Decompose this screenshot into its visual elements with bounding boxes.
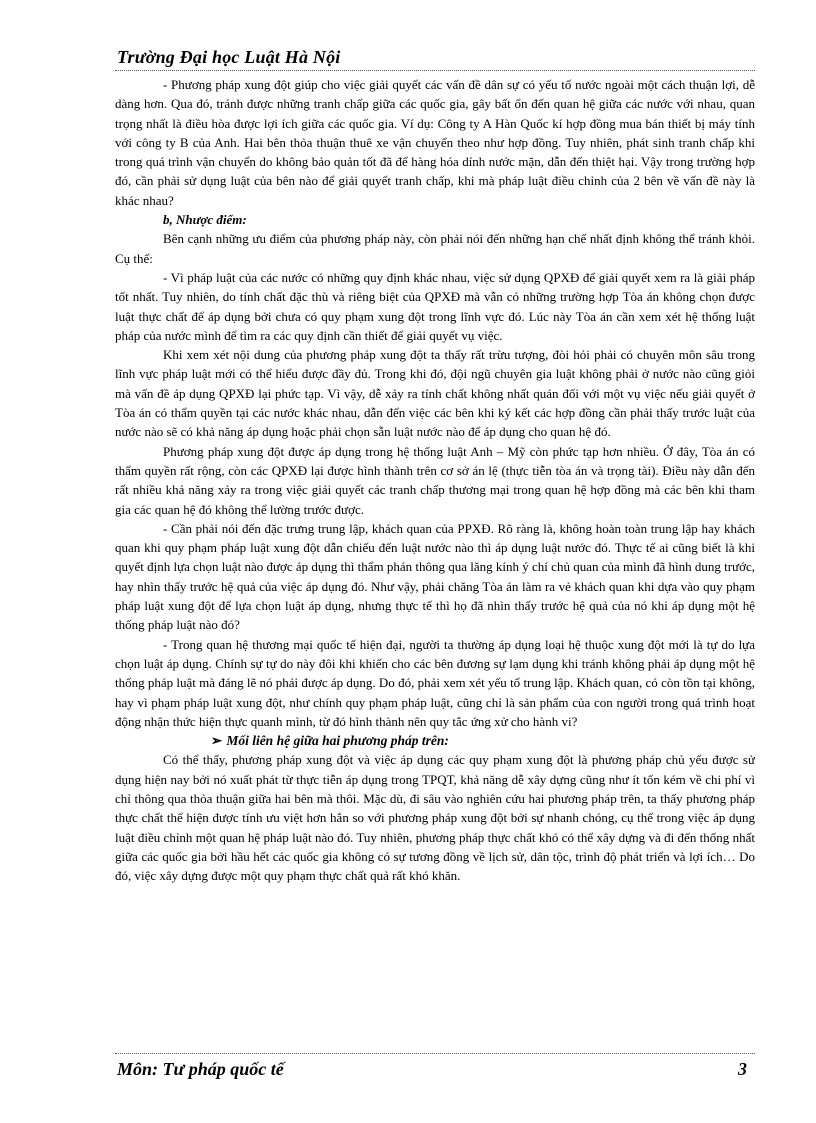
paragraph: - Trong quan hệ thương mại quốc tế hiện đại, người ta thường áp dụng loại hệ thuộc xung đột mới là tự do lựa chọn luật áp dụng. Chính sự tự do này đôi khi khiến cho các bên đương sự lạm dụng khi tránh không phải áp dụng một hệ thống pháp luật mà đáng lẽ nó phải được áp dụng. Do đó, phải xem xét yếu tố trung lập. Khách quan, có còn tồn tại không, hay vì phạm pháp luật xung đột, như chính quy phạm pháp luật, cũng chỉ là sản phẩm của con người trong quá trình hoạt động nhận thức hiện thực quanh mình, từ đó hình thành nên quy tắc ứng xử cho hành vi?	[115, 636, 755, 729]
arrow-bullet-icon: ➢	[211, 733, 223, 749]
paragraph: Khi xem xét nội dung của phương pháp xung đột ta thấy rất trừu tượng, đòi hỏi phải có chuyên môn sâu trong lĩnh vực pháp luật mới có thể hiểu được đầy đủ. Trong khi đó, đội ngũ chuyên gia luật không phải ở nước nào cũng giỏi mà vấn đề áp dụng QPXĐ lại phức tạp. Vì vậy, dễ xảy ra tính chất không nhất quán đối với một vụ việc nếu giải quyết ở Tòa án có thẩm quyền tại các nước khác nhau, dẫn đến việc các bên khi ký kết các hợp đồng cần phải thấy trước luật của nước nào sẽ có khả năng áp dụng hoặc phải chọn sẵn luật nước nào để áp dụng cho quan hệ đó.	[115, 347, 755, 440]
page-number: 3	[738, 1059, 747, 1079]
footer-divider	[115, 1053, 755, 1054]
footer-title: Môn: Tư pháp quốc tế	[117, 1059, 284, 1079]
paragraph: Phương pháp xung đột được áp dụng trong hệ thống luật Anh – Mỹ còn phức tạp hơn nhiều. Ở đây, Tòa án có thẩm quyền rất rộng, còn các QPXĐ lại được hình thành trên cơ sở án lệ (thực tiễn tòa án và trọng tài). Điều này dẫn đến rất nhiều khả năng xảy ra trong việc giải quyết các tranh chấp thương mại trong quan hệ hợp đồng mà các bên khi tham gia các quan hệ đó không thể lường trước được.	[115, 443, 755, 517]
paragraph: - Phương pháp xung đột giúp cho việc giải quyết các vấn đề dân sự có yếu tố nước ngoài một cách thuận lợi, dễ dàng hơn. Qua đó, tránh được những tranh chấp giữa các quốc gia, gây bất ổn đến quan hệ giữa các nước với nhau, quan trọng nhất là điều hòa được lợi ích giữa các quốc gia. Ví dụ: Công ty A Hàn Quốc kí hợp đồng mua bán thiết bị máy tính với công ty B của Anh. Hai bên thỏa thuận thuê xe vận chuyển theo như hợp đồng. Tuy nhiên, phát sinh tranh chấp khi trong quá trình vận chuyển do không bảo quản tốt đã để hàng hóa dính nước mặn, dẫn đến thiệt hại. Vậy trong trường hợp đó, cần phải sử dụng luật của bên nào để giải quyết tranh chấp, khi mà pháp luật điều chỉnh của 2 bên về vấn đề này là khác nhau?	[115, 77, 755, 208]
section-heading-text: Mối liên hệ giữa hai phương pháp trên:	[226, 733, 449, 749]
paragraph: Bên cạnh những ưu điểm của phương pháp này, còn phải nói đến những hạn chế nhất định không thể tránh khỏi. Cụ thể:	[115, 231, 755, 266]
header-divider	[115, 70, 755, 71]
header-title: Trường Đại học Luật Hà Nội	[117, 47, 341, 67]
paragraph: - Vì pháp luật của các nước có những quy định khác nhau, việc sử dụng QPXĐ để giải quyết xem ra là giải pháp tốt nhất. Tuy nhiên, do tính chất đặc thù và riêng biệt của QPXĐ mà vẫn có những trường hợp Tòa án không chọn được luật thực chất để áp dụng bởi chưa có quy phạm xung đột trong lĩnh vực đó. Lúc này Tòa án cần xem xét hệ thống luật pháp của nước mình để tìm ra các quy định cần thiết để giải quyết vụ việc.	[115, 269, 755, 343]
body-text	[115, 75, 755, 980]
paragraph: Có thể thấy, phương pháp xung đột và việc áp dụng các quy phạm xung đột là phương pháp chủ yếu được sử dụng hiện nay bởi nó xuất phát từ thực tiễn áp dụng trong TPQT, khả năng dễ xây dựng cũng như ít tốn kém về chi phí vì chỉ thông qua thỏa thuận giữa hai bên mà thôi. Mặc dù, đi sâu vào nghiên cứu hai phương pháp trên, ta thấy phương pháp thực chất thể hiện được tính ưu việt hơn hẳn so với phương pháp xung đột bởi sự nhanh chóng, cụ thể trong việc áp dụng luật điều chỉnh một quan hệ pháp luật nào đó. Tuy nhiên, phương pháp thực chất khó có thể xây dựng và đi đến thống nhất giữa các quốc gia bởi hầu hết các quốc gia không có sự tương đồng về lịch sử, dân tộc, trình độ phát triển và lợi ích… Do đó, việc xây dựng được một quy phạm thực chất quả rất khó khăn.	[115, 752, 755, 884]
subheading-disadvantages: b, Nhược điểm:	[163, 212, 247, 228]
section-heading-relationship	[115, 731, 755, 750]
paragraph: - Cần phải nói đến đặc trưng trung lập, khách quan của PPXĐ. Rõ ràng là, không hoàn toàn trung lập hay khách quan khi quy phạm pháp luật xung đột dẫn chiếu đến luật nước nào thì áp dụng luật nước đó. Thực tế ai cũng biết là khi quyết định lựa chọn luật nào được áp dụng thì thẩm phán thông qua lăng kính ý chí chủ quan của mình đã hình dung trước, hay nhìn thấy trước hệ quả của việc áp dụng đó. Như vậy, phải chăng Tòa án làm ra vẻ khách quan khi dựa vào quy phạm pháp luật xung đột để lựa chọn luật áp dụng, nhưng thực tế thì họ đã nhìn thấy trước hệ quả của nó khi áp dụng một hệ thống pháp luật nào đó?	[115, 520, 755, 633]
